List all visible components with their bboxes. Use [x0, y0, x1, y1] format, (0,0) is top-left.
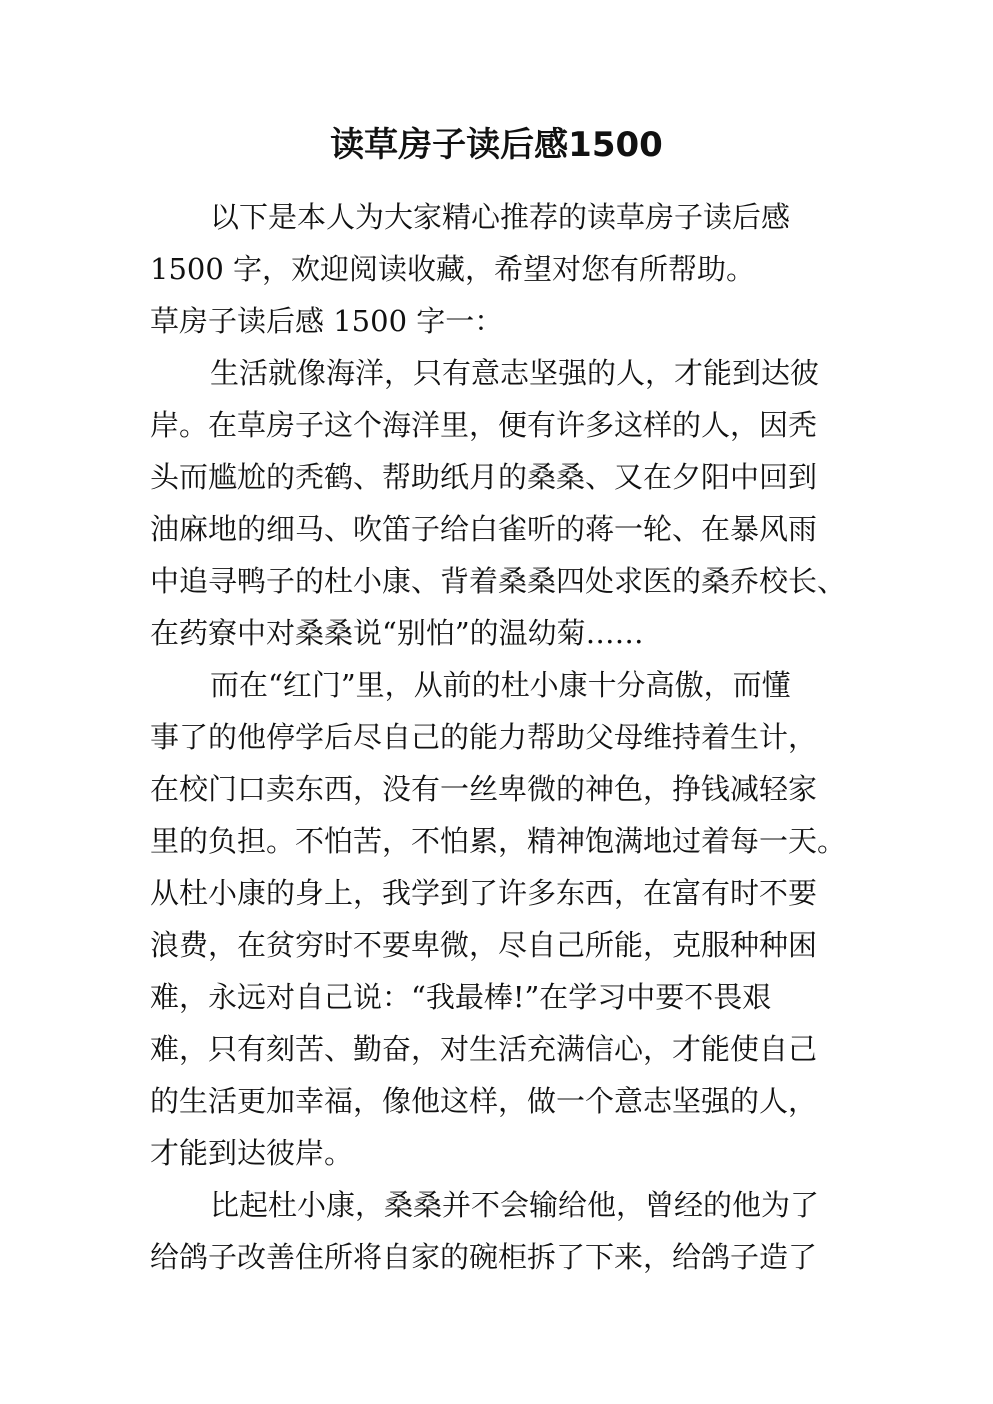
text-line: 难，永远对自己说：“我最棒!”在学习中要不畏艰	[150, 980, 772, 1014]
text-line: 头而尴尬的秃鹤、帮助纸月的桑桑、又在夕阳中回到	[150, 460, 818, 494]
text-line: 而在“红门”里，从前的杜小康十分高傲，而懂	[210, 668, 791, 702]
text-line: 才能到达彼岸。	[150, 1136, 354, 1170]
text-line: 1500 字，欢迎阅读收藏，希望对您有所帮助。	[150, 252, 756, 286]
text-line: 从杜小康的身上，我学到了许多东西，在富有时不要	[150, 876, 818, 910]
text-line: 事了的他停学后尽自己的能力帮助父母维持着生计，	[150, 720, 818, 754]
text-line: 草房子读后感 1500 字一：	[150, 304, 504, 338]
text-line: 生活就像海洋，只有意志坚强的人，才能到达彼	[210, 356, 820, 390]
text-line: 浪费，在贫穷时不要卑微，尽自己所能，克服种种困	[150, 928, 818, 962]
text-line: 中追寻鸭子的杜小康、背着桑桑四处求医的桑乔校长、	[150, 564, 847, 598]
text-line: 难，只有刻苦、勤奋，对生活充满信心，才能使自己	[150, 1032, 818, 1066]
text-line: 在药寮中对桑桑说“别怕”的温幼菊……	[150, 616, 644, 650]
text-line: 里的负担。不怕苦，不怕累，精神饱满地过着每一天。	[150, 824, 847, 858]
text-line: 岸。在草房子这个海洋里，便有许多这样的人，因秃	[150, 408, 818, 442]
text-line: 比起杜小康，桑桑并不会输给他，曾经的他为了	[210, 1188, 820, 1222]
text-line: 油麻地的细马、吹笛子给白雀听的蒋一轮、在暴风雨	[150, 512, 818, 546]
text-line: 的生活更加幸福，像他这样，做一个意志坚强的人，	[150, 1084, 818, 1118]
text-line: 给鸽子改善住所将自家的碗柜拆了下来，给鸽子造了	[150, 1240, 818, 1274]
text-line: 在校门口卖东西，没有一丝卑微的神色，挣钱减轻家	[150, 772, 818, 806]
text-line: 以下是本人为大家精心推荐的读草房子读后感	[210, 200, 791, 234]
document-title: 读草房子读后感1500	[330, 125, 663, 165]
